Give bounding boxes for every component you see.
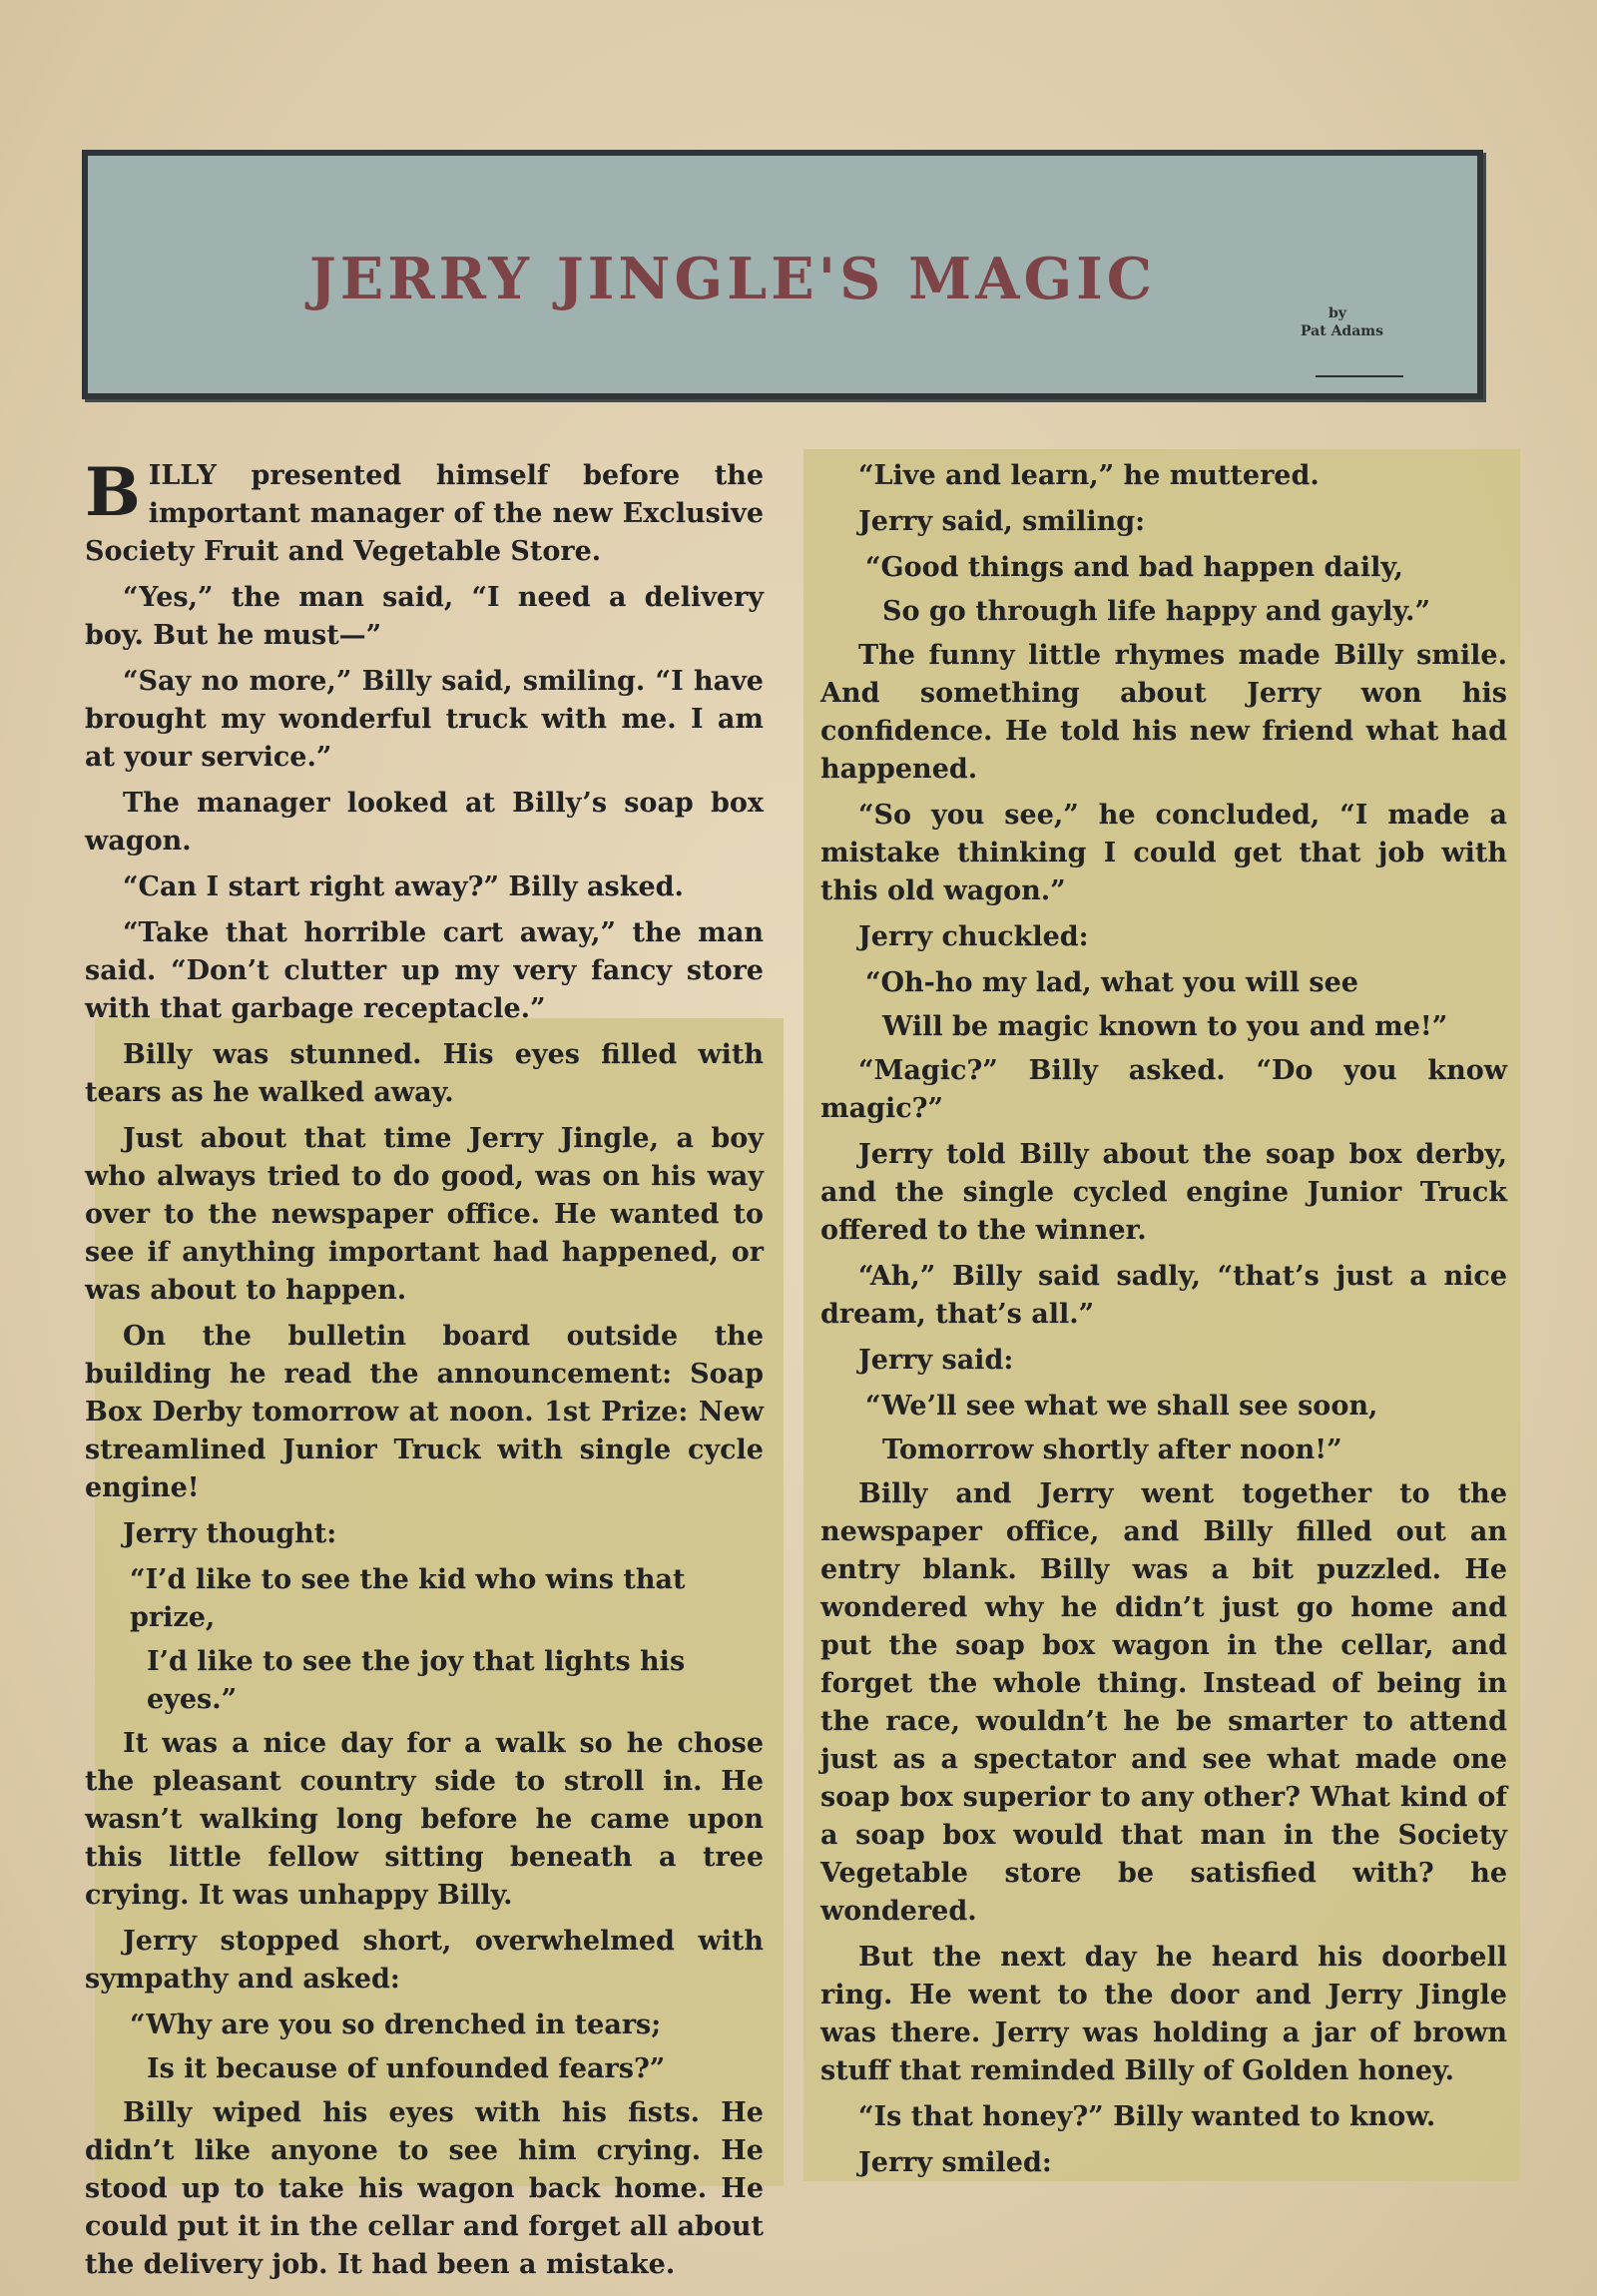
paragraph: “Say no more,” Billy said, smiling. “I have brought my wonderful truck with me. I am at your service.” [85,666,764,773]
title-panel [82,150,1483,399]
paragraph: The funny little rhymes made Billy smile. And something about Jerry won his confidence. He told his new friend what had happened. [820,640,1507,785]
byline-rule [1316,375,1403,377]
paragraph: It was a nice day for a walk so he chose the pleasant country side to stroll in. He wasn’t walking long before he came upon this little fellow sitting beneath a tree crying. It was unhappy Billy. [85,1728,764,1911]
verse-line: “Good things and bad happen daily, [865,552,1403,583]
paragraph: Jerry stopped short, overwhelmed with sympathy and asked: [85,1926,764,1995]
paragraph: “Live and learn,” he muttered. [858,460,1320,491]
verse-line: “Oh-ho my lad, what you will see [865,967,1358,998]
byline [1301,305,1430,339]
paragraph: “Take that horrible cart away,” the man said. “Don’t clutter up my very fancy store with that garbage receptacle.” [85,917,764,1024]
left-column [85,453,764,2292]
byline-by: by [1329,305,1346,321]
paragraph: Billy and Jerry went together to the newspaper office, and Billy filled out an entry blank. Billy was a bit puzzled. He wondered why he didn’t just go home and put the soap box wagon in the cellar, and forget the whole thing. Instead of being in the race, wouldn’t he be smarter to attend just as a spectator and see what made one soap box superior to any other? What kind of a soap box would that man in the Society Vegetable store be satisfied with? he wondered. [820,1478,1507,1927]
paragraph: “So you see,” he concluded, “I made a mistake thinking I could get that job with this old wagon.” [820,800,1507,906]
verse-line: “Why are you so drenched in tears; [130,2009,662,2040]
byline-author: Pat Adams [1301,323,1383,339]
paragraph: But the next day he heard his doorbell ring. He went to the door and Jerry Jingle was there. Jerry was holding a jar of brown stuff that reminded Billy of Golden honey. [820,1942,1507,2086]
paragraph: “Can I start right away?” Billy asked. [123,871,684,902]
paragraph: Jerry smiled: [858,2147,1052,2178]
paragraph: Jerry chuckled: [858,921,1089,952]
verse-line: Tomorrow shortly after noon!” [882,1435,1342,1465]
paragraph: “Is that honey?” Billy wanted to know. [858,2101,1436,2132]
verse-line: So go through life happy and gayly.” [882,596,1430,627]
opening-paragraph [85,453,764,571]
paragraph: The manager looked at Billy’s soap box wagon. [85,788,764,857]
right-column [820,457,1507,2190]
paragraph: On the bulletin board outside the building he read the announcement: Soap Box Derby tomorrow at noon. 1st Prize: New streamlined Junior Truck with single cycle engine! [85,1321,764,1503]
paragraph: Billy wiped his eyes with his fists. He didn’t like anyone to see him crying. He stood up to take his wagon back home. He could put it in the cellar and forget all about the delivery job. It had been a mistake. [85,2097,764,2280]
paragraph: “Ah,” Billy said sadly, “that’s just a nice dream, that’s all.” [820,1261,1507,1330]
verse-line: I’d like to see the joy that lights his eyes.” [147,1646,686,1715]
paragraph: Billy was stunned. His eyes filled with tears as he walked away. [85,1039,764,1108]
verse-line: “I’d like to see the kid who wins that prize, [130,1564,686,1633]
story-title: JERRY JINGLE'S MAGIC [308,246,1157,312]
paragraph: Jerry said: [858,1345,1014,1376]
verse-line: Will be magic known to you and me!” [882,1011,1448,1042]
paragraph: Jerry told Billy about the soap box derby, and the single cycled engine Junior Truck offered to the winner. [820,1139,1507,1246]
paragraph: “Magic?” Billy asked. “Do you know magic?” [820,1055,1507,1124]
verse-line: “We’ll see what we shall see soon, [865,1391,1378,1422]
drop-cap: B [85,453,141,531]
paragraph: Jerry said, smiling: [858,506,1146,537]
verse-line: Is it because of unfounded fears?” [147,2053,666,2084]
paragraph: Just about that time Jerry Jingle, a boy who always tried to do good, was on his way over to the newspaper office. He wanted to see if anything important had happened, or was about to happen. [85,1123,764,1306]
paragraph: Jerry thought: [123,1518,337,1549]
paragraph: “Yes,” the man said, “I need a delivery boy. But he must—” [85,582,764,651]
paragraph-text: ILLY presented himself before the important manager of the new Exclusive Society Fruit and Vegetable Store. [85,460,764,567]
